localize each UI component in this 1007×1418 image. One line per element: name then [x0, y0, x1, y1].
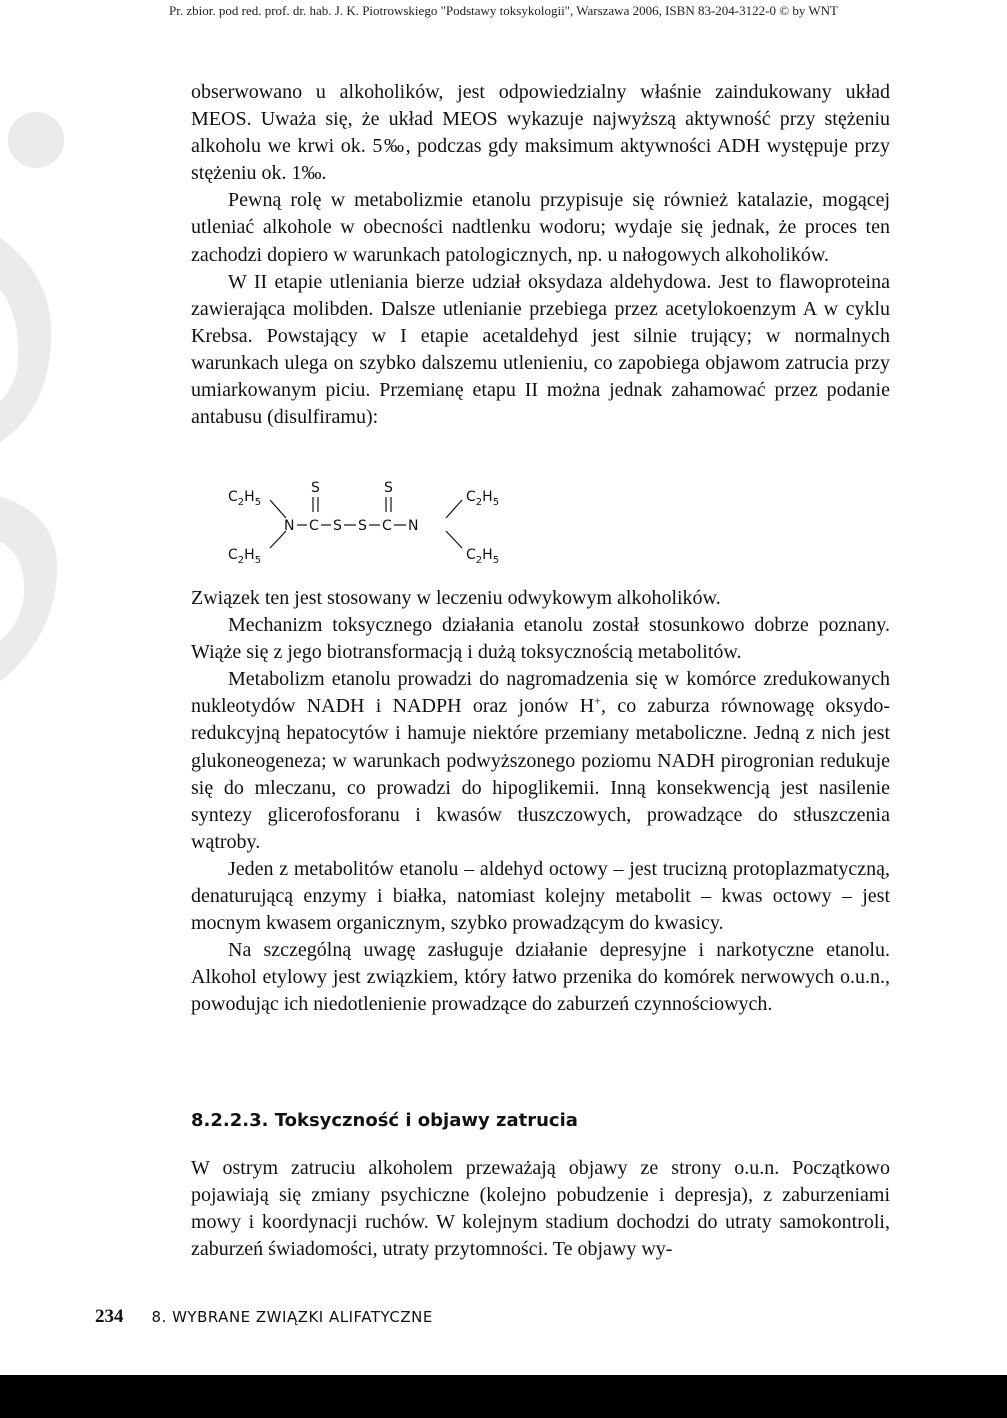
superscript-plus: + [594, 693, 602, 708]
text-block-middle [191, 585, 890, 1019]
watermark-stroke-1 [0, 235, 51, 445]
paragraph: W ostrym zatruciu alkoholem przeważają objawy ze strony o.u.n. Początkowo pojawiają się zmiany psychiczne (kolejno pobudzenie i depresja), z zaburzeniami mowy i koordynacji ruchów. W kolejnym stadium dochodzi do utraty samokontroli, zaburzeń świadomości, utraty przytomności. Te objawy wy- [191, 1157, 890, 1261]
ethyl-group: $C_2H_5$ [466, 489, 500, 508]
paragraph: Związek ten jest stosowany w leczeniu odwykowym alkoholików. [191, 587, 721, 609]
text-block-upper [191, 79, 890, 431]
watermark-dot [8, 112, 64, 168]
nitrogen-atom: N [284, 518, 295, 534]
carbon-atom: C [382, 518, 392, 534]
watermark [0, 85, 106, 725]
bond [446, 531, 462, 548]
paragraph: W II etapie utleniania bierze udział oksydaza aldehydowa. Jest to flawoproteina zawierająca molibden. Dalsze utlenianie przebiega przez acetylokoenzym A w cyklu Krebsa. Powstający w I etapie acetaldehyd jest silnie trujący; w normalnych warunkach ulega on szybko dalszemu utlenieniu, co zapobiega objawom zatrucia przy umiarkowanym piciu. Przemianę etapu II można jednak zahamować przez podanie antabusu (disulfiramu): [191, 270, 890, 429]
paragraph: Na szczególną uwagę zasługuje działanie depresyjne i narkotyczne etanolu. Alkohol etylowy jest związkiem, który łatwo przenika do komórek nerwowych o.u.n., powodując ich niedotlenienie prowadzące do zaburzeń czynnościowych. [191, 939, 890, 1016]
nitrogen-atom: N [408, 518, 419, 534]
sulfur-atom: S [358, 518, 367, 534]
sulfur-atom: S [384, 480, 393, 496]
permille-sign: ‰ [382, 135, 406, 158]
ethyl-group: $C_2H_5$ [228, 547, 262, 566]
paragraph: Jeden z metabolitów etanolu – aldehyd octowy – jest trucizną protoplazmatyczną, denaturującą enzymy i białka, natomiast kolejny metabolit – kwas octowy – jest mocnym kwasem organicznym, szybko prowadzącym do kwasicy. [191, 857, 890, 935]
sulfur-atom: S [311, 480, 320, 496]
carbon-atom: C [309, 518, 319, 534]
sulfur-atom: S [333, 518, 342, 534]
bond [446, 500, 462, 518]
bond [270, 500, 286, 518]
disulfiram-structural-formula [220, 478, 520, 573]
page-footer [95, 1306, 433, 1328]
chapter-label: 8. WYBRANE ZWIĄZKI ALIFATYCZNE [151, 1308, 433, 1326]
citation-header: Pr. zbior. pod red. prof. dr. hab. J. K. Piotrowskiego "Podstawy toksykologii", Warszawa 2006, ISBN 83-204-3122-0 © by WNT [169, 3, 838, 18]
paragraph: Mechanizm toksycznego działania etanolu został stosunkowo dobrze poznany. Wiąże się z jego biotransformacją i dużą toksycznością metabolitów. [191, 614, 890, 664]
page-number: 234 [95, 1306, 124, 1327]
text-block-lower [191, 1155, 890, 1263]
paragraph: Metabolizm etanolu prowadzi do nagromadzenia się w komórce zredukowanych nukleotydów NADH i NADPH oraz jonów H+, co zaburza równowagę oksydo-redukcyjną hepatocytów i hamuje niektóre przemiany metaboliczne. Jedną z nich jest glukoneogeneza; w warunkach podwyższonego poziomu NADH pirogronian redukuje się do mleczanu, co prowadzi do hipoglikemii. Inną konsekwencją jest nasilenie syntezy glicerofosforanu i kwasów tłuszczowych, prowadzące do stłuszczenia wątroby. [191, 668, 890, 853]
section-heading: 8.2.2.3. Toksyczność i objawy zatrucia [191, 1110, 578, 1131]
ethyl-group: $C_2H_5$ [228, 489, 262, 508]
paragraph: obserwowano u alkoholików, jest odpowiedzialny właśnie zaindukowany układ MEOS. Uważa się, że układ MEOS wykazuje najwyższą aktywność przy stężeniu alkoholu we krwi ok. 5‰, podczas gdy maksimum aktywności ADH występuje przy stężeniu ok. 1‰. [191, 81, 890, 185]
ethyl-group: $C_2H_5$ [466, 547, 500, 566]
paragraph: Pewną rolę w metabolizmie etanolu przypisuje się również katalazie, mogącej utleniać alkohole w obecności nadtlenku wodoru; wydaje się jednak, że proces ten zachodzi dopiero w warunkach patologicznych, np. u nałogowych alkoholików. [191, 189, 890, 266]
watermark-stroke-2 [0, 495, 57, 685]
permille-sign: ‰ [301, 162, 322, 185]
